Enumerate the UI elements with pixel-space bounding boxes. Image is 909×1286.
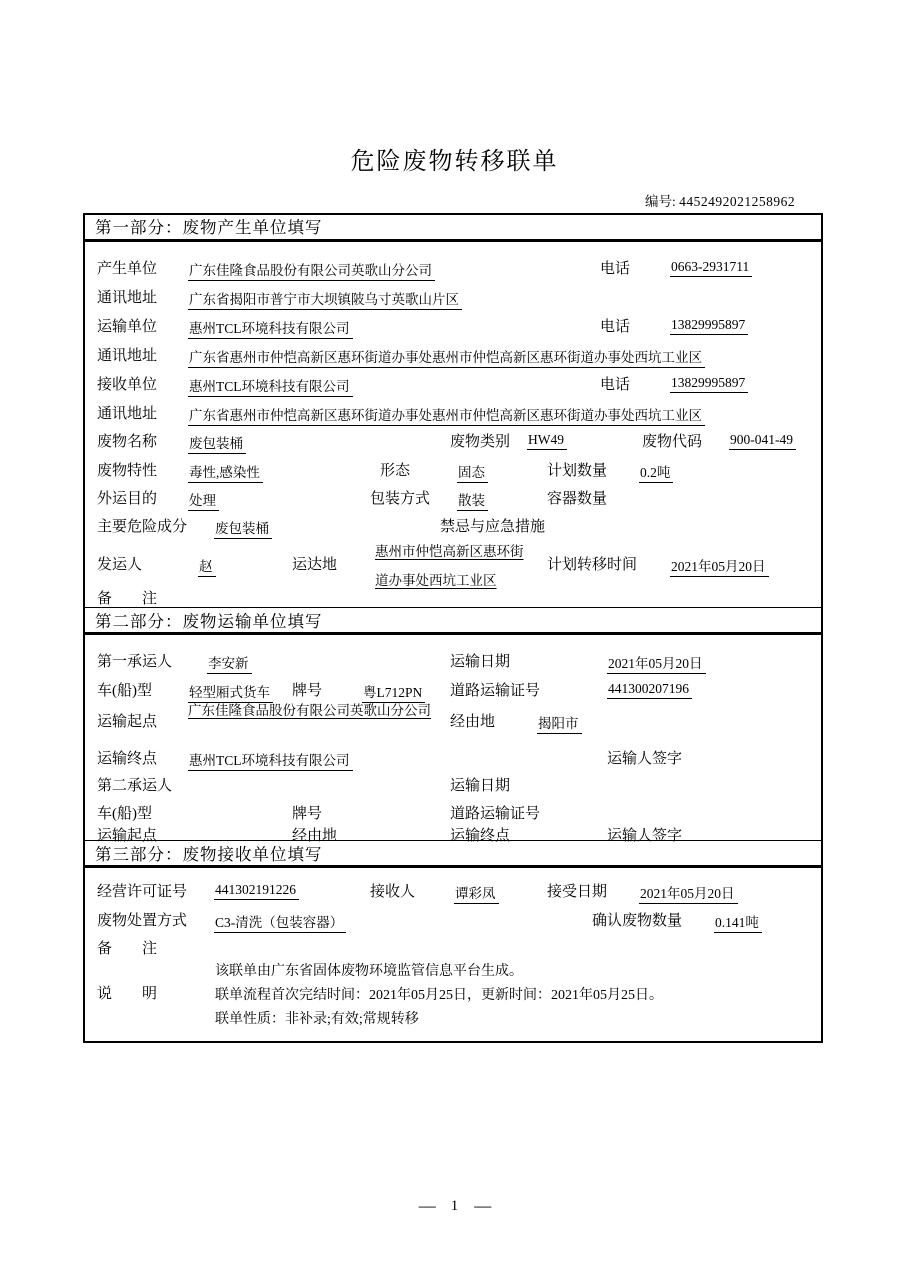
carrier1-label: 第一承运人 bbox=[97, 654, 173, 670]
emergency-label: 禁忌与应急措施 bbox=[440, 519, 546, 535]
waste-name-label: 废物名称 bbox=[97, 434, 158, 450]
transporter-label: 运输单位 bbox=[97, 319, 158, 335]
receiver-value: 惠州TCL环境科技有限公司 bbox=[188, 375, 353, 397]
origin1-value: 广东佳隆食品股份有限公司英歌山分公司 bbox=[188, 703, 431, 718]
part1-remark-label: 备 注 bbox=[97, 591, 158, 607]
plate2-label: 牌号 bbox=[292, 806, 323, 822]
waste-code-label: 废物代码 bbox=[642, 434, 703, 450]
transporter-value: 惠州TCL环境科技有限公司 bbox=[188, 317, 353, 339]
receiver-address-label: 通讯地址 bbox=[97, 406, 158, 422]
part1-header: 第一部分：废物产生单位填写 bbox=[85, 215, 821, 242]
packing-value: 散装 bbox=[457, 489, 488, 511]
planned-qty-label: 计划数量 bbox=[547, 463, 608, 479]
waste-category-label: 废物类别 bbox=[450, 434, 511, 450]
plate1-label: 牌号 bbox=[292, 683, 323, 699]
origin1-label: 运输起点 bbox=[97, 714, 158, 730]
vehicle2-label: 车(船)型 bbox=[97, 806, 152, 822]
recipient-label: 接收人 bbox=[370, 884, 416, 900]
via1-label: 经由地 bbox=[450, 714, 496, 730]
footer-dash-left: — bbox=[418, 1196, 435, 1215]
part3-remark-label: 备 注 bbox=[97, 941, 158, 957]
sign1-label: 运输人签字 bbox=[607, 751, 683, 767]
vehicle1-value: 轻型厢式货车 bbox=[188, 681, 273, 703]
carrier2-label: 第二承运人 bbox=[97, 778, 173, 794]
page-number: 1 bbox=[450, 1197, 459, 1214]
footer-dash-right: — bbox=[474, 1196, 491, 1215]
waste-trait-value: 毒性,感染性 bbox=[188, 461, 263, 483]
via1-value: 揭阳市 bbox=[537, 712, 582, 734]
part3-header: 第三部分：废物接收单位填写 bbox=[85, 840, 821, 868]
plate1-value: 粤L712PN bbox=[362, 681, 425, 703]
producer-phone-label: 电话 bbox=[600, 261, 631, 277]
waste-name-value: 废包装桶 bbox=[188, 432, 246, 454]
container-qty-label: 容器数量 bbox=[547, 491, 608, 507]
disposal-value: C3-清洗（包装容器） bbox=[214, 911, 346, 933]
terminus1-value: 惠州TCL环境科技有限公司 bbox=[188, 749, 353, 771]
producer-address-value: 广东省揭阳市普宁市大坝镇陂乌寸英歌山片区 bbox=[188, 288, 462, 310]
waste-trait-label: 废物特性 bbox=[97, 463, 158, 479]
producer-address-label: 通讯地址 bbox=[97, 290, 158, 306]
sign2-label: 运输人签字 bbox=[607, 828, 683, 844]
note-line1: 该联单由广东省固体废物环境监管信息平台生成。 bbox=[215, 964, 523, 979]
transporter-address-value: 广东省惠州市仲恺高新区惠环街道办事处惠州市仲恺高新区惠环街道办事处西坑工业区 bbox=[188, 346, 705, 368]
permit1-value: 441300207196 bbox=[607, 681, 692, 699]
producer-phone-value: 0663-2931711 bbox=[670, 259, 752, 277]
note-line2: 联单流程首次完结时间：2021年05月25日，更新时间：2021年05月25日。 bbox=[215, 988, 663, 1003]
license-value: 441302191226 bbox=[214, 882, 299, 900]
vehicle1-label: 车(船)型 bbox=[97, 683, 152, 699]
document-code-value: 4452492021258962 bbox=[679, 194, 796, 209]
waste-category-value: HW49 bbox=[527, 432, 567, 450]
transfer-time-value: 2021年05月20日 bbox=[670, 555, 769, 577]
form-label: 形态 bbox=[380, 463, 411, 479]
main-hazard-value: 废包装桶 bbox=[214, 517, 272, 539]
destination-value: 惠州市仲恺高新区惠环街道办事处西坑工业区 bbox=[375, 544, 524, 588]
accept-date-label: 接受日期 bbox=[547, 884, 608, 900]
document-code-label: 编号: bbox=[645, 194, 676, 209]
recipient-value: 谭彩凤 bbox=[454, 882, 499, 904]
main-hazard-label: 主要危险成分 bbox=[97, 519, 188, 535]
transport-date2-label: 运输日期 bbox=[450, 778, 511, 794]
transfer-time-label: 计划转移时间 bbox=[547, 557, 638, 573]
packing-label: 包装方式 bbox=[370, 491, 431, 507]
note-line3: 联单性质：非补录;有效;常规转移 bbox=[215, 1012, 419, 1027]
waste-code-value: 900-041-49 bbox=[729, 432, 796, 450]
receiver-label: 接收单位 bbox=[97, 377, 158, 393]
permit2-label: 道路运输证号 bbox=[450, 806, 541, 822]
producer-value: 广东佳隆食品股份有限公司英歌山分公司 bbox=[188, 259, 435, 281]
manifest-form-table bbox=[83, 213, 823, 1043]
accept-date-value: 2021年05月20日 bbox=[639, 882, 738, 904]
via2-label: 经由地 bbox=[292, 828, 338, 844]
carrier1-value: 李安新 bbox=[207, 652, 252, 674]
license-label: 经营许可证号 bbox=[97, 884, 188, 900]
terminus1-label: 运输终点 bbox=[97, 751, 158, 767]
document-title: 危险废物转移联单 bbox=[350, 149, 559, 175]
receiver-phone-label: 电话 bbox=[600, 377, 631, 393]
transport-date1-label: 运输日期 bbox=[450, 654, 511, 670]
terminus2-label: 运输终点 bbox=[450, 828, 511, 844]
planned-qty-value: 0.2吨 bbox=[639, 461, 673, 483]
origin2-label: 运输起点 bbox=[97, 828, 158, 844]
document-code bbox=[645, 190, 795, 210]
transporter-address-label: 通讯地址 bbox=[97, 348, 158, 364]
part3-note-label: 说 明 bbox=[97, 986, 158, 1002]
confirmed-qty-value: 0.141吨 bbox=[714, 911, 762, 933]
receiver-address-value: 广东省惠州市仲恺高新区惠环街道办事处惠州市仲恺高新区惠环街道办事处西坑工业区 bbox=[188, 404, 705, 426]
consignor-label: 发运人 bbox=[97, 557, 143, 573]
receiver-phone-value: 13829995897 bbox=[670, 375, 748, 393]
purpose-label: 外运目的 bbox=[97, 491, 158, 507]
confirmed-qty-label: 确认废物数量 bbox=[592, 913, 683, 929]
transporter-phone-label: 电话 bbox=[600, 319, 631, 335]
page-footer bbox=[0, 1196, 909, 1216]
producer-label: 产生单位 bbox=[97, 261, 158, 277]
transporter-phone-value: 13829995897 bbox=[670, 317, 748, 335]
form-value: 固态 bbox=[457, 461, 488, 483]
transport-date1-value: 2021年05月20日 bbox=[607, 652, 706, 674]
permit1-label: 道路运输证号 bbox=[450, 683, 541, 699]
consignor-value: 赵 bbox=[198, 555, 216, 577]
disposal-label: 废物处置方式 bbox=[97, 913, 188, 929]
purpose-value: 处理 bbox=[188, 489, 219, 511]
part2-header: 第二部分：废物运输单位填写 bbox=[85, 607, 821, 635]
destination-label: 运达地 bbox=[292, 557, 338, 573]
